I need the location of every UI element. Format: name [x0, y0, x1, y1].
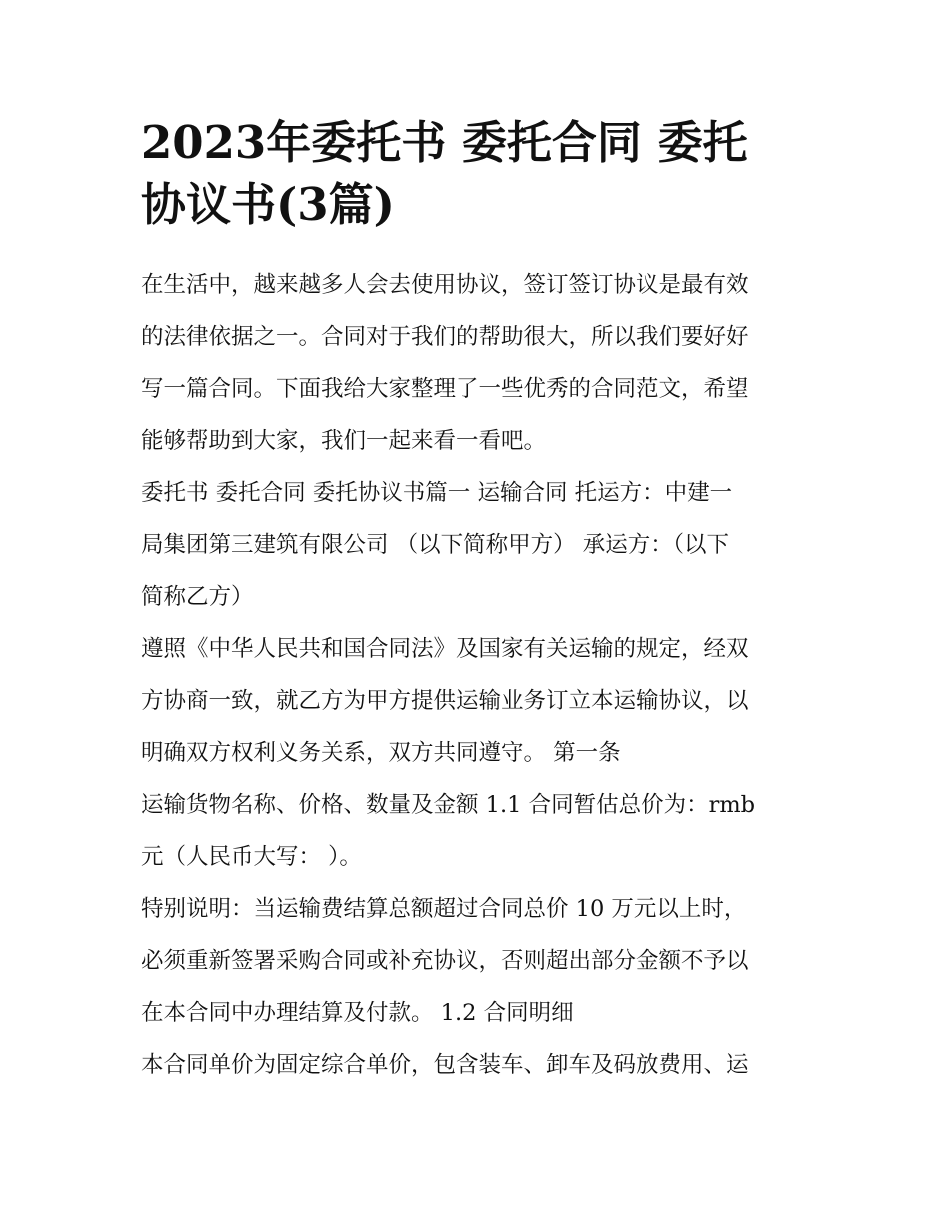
text-line: 运输货物名称、价格、数量及金额 1.1 合同暂估总价为：rmb [141, 792, 756, 818]
text-line: 能够帮助到大家，我们一起来看一看吧。 [141, 428, 547, 454]
text-line: 简称乙方） [141, 584, 254, 610]
text-line: 必须重新签署采购合同或补充协议，否则超出部分金额不予以 [141, 948, 749, 974]
text-line: 遵照《中华人民共和国合同法》及国家有关运输的规定，经双 [141, 636, 749, 662]
document-page [141, 112, 813, 1091]
document-title [141, 112, 813, 236]
title-line: 2023年委托书 委托合同 委托 [141, 116, 748, 169]
text-line: 明确双方权利义务关系，双方共同遵守。 第一条 [141, 740, 621, 766]
text-line: 元（人民币大写： ）。 [141, 844, 362, 870]
text-line: 在生活中，越来越多人会去使用协议，签订签订协议是最有效 [141, 272, 749, 298]
paragraph-intro [141, 259, 813, 467]
text-line: 本合同单价为固定综合单价，包含装车、卸车及码放费用、运 [141, 1052, 749, 1078]
paragraph-basis [141, 623, 813, 779]
text-line: 特别说明：当运输费结算总额超过合同总价 10 万元以上时， [141, 896, 747, 922]
paragraph-parties [141, 467, 813, 623]
text-line: 的法律依据之一。合同对于我们的帮助很大，所以我们要好好 [141, 324, 749, 350]
text-line: 在本合同中办理结算及付款。 1.2 合同明细 [141, 1000, 574, 1026]
paragraph-special-note [141, 883, 813, 1039]
document-body [141, 259, 813, 1091]
paragraph-goods [141, 779, 813, 883]
text-line: 写一篇合同。下面我给大家整理了一些优秀的合同范文，希望 [141, 376, 749, 402]
text-line: 方协商一致，就乙方为甲方提供运输业务订立本运输协议，以 [141, 688, 749, 714]
text-line: 局集团第三建筑有限公司 （以下简称甲方） 承运方：（以下 [141, 532, 730, 558]
title-line: 协议书(3篇) [141, 178, 395, 231]
text-line: 委托书 委托合同 委托协议书篇一 运输合同 托运方：中建一 [141, 480, 733, 506]
paragraph-unit-price [141, 1039, 813, 1091]
